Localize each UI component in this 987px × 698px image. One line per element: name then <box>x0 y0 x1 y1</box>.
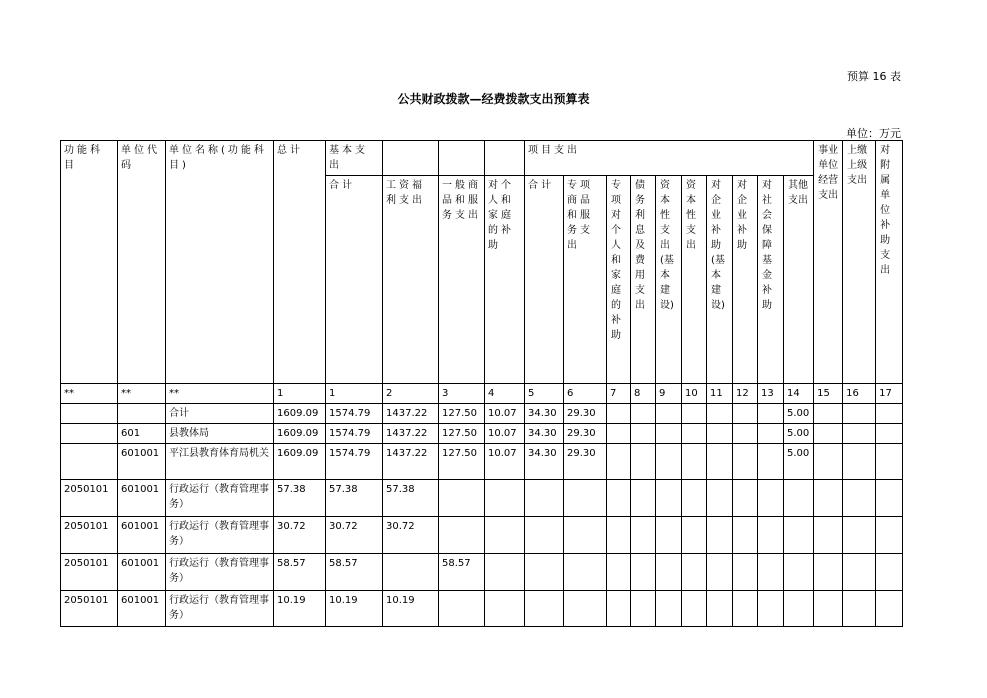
header-blank-cell <box>383 141 439 176</box>
table-cell: ** <box>61 384 118 404</box>
table-cell <box>707 444 733 480</box>
table-cell <box>733 480 758 517</box>
col-other: 其他支出 <box>784 176 814 384</box>
table-cell: 58.57 <box>439 554 485 591</box>
col-wages: 工资福利支出 <box>383 176 439 384</box>
col-goods: 一般商品和服务支出 <box>439 176 485 384</box>
table-cell <box>525 554 564 591</box>
col-project: 项目支出 <box>525 141 814 176</box>
table-cell: ** <box>166 384 274 404</box>
table-cell <box>682 424 707 444</box>
table-cell <box>656 424 682 444</box>
table-cell: 10.07 <box>485 444 525 480</box>
page-title: 公共财政拨款—经费拨款支出预算表 <box>397 92 590 106</box>
table-cell: 13 <box>758 384 784 404</box>
table-cell <box>656 591 682 627</box>
table-cell <box>707 424 733 444</box>
table-cell <box>758 444 784 480</box>
table-cell <box>733 554 758 591</box>
table-cell: 58.57 <box>274 554 326 591</box>
col-special-personal: 专项对个人和家庭的补助 <box>607 176 631 384</box>
col-basic: 基本支出 <box>326 141 383 176</box>
table-body <box>61 384 903 627</box>
table-cell <box>656 480 682 517</box>
table-cell: 10.19 <box>383 591 439 627</box>
col-remit: 上缴上级支出 <box>843 141 876 384</box>
table-cell: 1609.09 <box>274 404 326 424</box>
col-capital: 资本性支出 <box>682 176 707 384</box>
budget-table <box>60 140 903 627</box>
table-cell: 57.38 <box>383 480 439 517</box>
table-cell <box>525 591 564 627</box>
table-cell: 1609.09 <box>274 444 326 480</box>
table-cell <box>607 404 631 424</box>
table-cell: 2 <box>383 384 439 404</box>
table-cell <box>707 480 733 517</box>
table-cell <box>61 404 118 424</box>
table-cell: 县教体局 <box>166 424 274 444</box>
table-cell: 34.30 <box>525 404 564 424</box>
table-row <box>61 554 903 591</box>
table-cell: 6 <box>564 384 607 404</box>
table-cell <box>876 591 903 627</box>
table-cell: 1437.22 <box>383 444 439 480</box>
table-cell <box>707 517 733 554</box>
table-cell <box>439 480 485 517</box>
table-cell <box>843 591 876 627</box>
table-cell: 601001 <box>118 480 166 517</box>
col-special-goods: 专项商品和服务支出 <box>564 176 607 384</box>
table-cell <box>843 404 876 424</box>
table-cell: 2050101 <box>61 480 118 517</box>
table-cell: 5.00 <box>784 404 814 424</box>
table-cell: 行政运行（教育管理事务） <box>166 480 274 517</box>
table-cell <box>485 554 525 591</box>
table-cell <box>631 424 656 444</box>
unit-label: 单位：万元 <box>846 127 901 140</box>
table-cell <box>682 404 707 424</box>
table-cell <box>876 404 903 424</box>
table-cell <box>876 554 903 591</box>
table-cell <box>843 444 876 480</box>
table-cell: 1437.22 <box>383 424 439 444</box>
table-row <box>61 591 903 627</box>
table-cell: 4 <box>485 384 525 404</box>
table-row <box>61 480 903 517</box>
table-cell: 10.07 <box>485 404 525 424</box>
table-cell <box>843 517 876 554</box>
table-cell <box>682 591 707 627</box>
table-cell <box>784 554 814 591</box>
table-cell <box>564 480 607 517</box>
table-cell: 30.72 <box>326 517 383 554</box>
table-cell: 5.00 <box>784 424 814 444</box>
table-cell <box>876 444 903 480</box>
table-cell <box>564 517 607 554</box>
table-cell <box>525 517 564 554</box>
table-cell <box>707 591 733 627</box>
table-cell <box>784 517 814 554</box>
table-cell <box>733 424 758 444</box>
table-cell <box>843 424 876 444</box>
table-cell: 10.07 <box>485 424 525 444</box>
table-cell <box>564 554 607 591</box>
col-debt: 债务利息及费用支出 <box>631 176 656 384</box>
table-row <box>61 404 903 424</box>
table-cell <box>656 554 682 591</box>
table-cell: 9 <box>656 384 682 404</box>
table-cell <box>61 444 118 480</box>
col-affiliated: 对附属单位补助支出 <box>876 141 903 384</box>
table-cell: 1 <box>274 384 326 404</box>
table-cell <box>607 424 631 444</box>
table-cell: 601001 <box>118 554 166 591</box>
table-cell <box>631 554 656 591</box>
table-cell: 平江县教育体育局机关 <box>166 444 274 480</box>
table-cell <box>733 404 758 424</box>
table-cell <box>485 591 525 627</box>
col-personal: 对个人和家庭的补助 <box>485 176 525 384</box>
table-cell <box>607 444 631 480</box>
col-unit-code: 单位代码 <box>118 141 166 384</box>
col-total: 总计 <box>274 141 326 384</box>
table-cell: 5.00 <box>784 444 814 480</box>
table-cell: 34.30 <box>525 424 564 444</box>
table-cell: 8 <box>631 384 656 404</box>
table-cell: 10.19 <box>274 591 326 627</box>
table-row <box>61 517 903 554</box>
table-cell: ** <box>118 384 166 404</box>
table-cell: 601001 <box>118 591 166 627</box>
table-cell: 17 <box>876 384 903 404</box>
table-cell <box>814 517 843 554</box>
table-cell <box>758 424 784 444</box>
table-cell <box>439 591 485 627</box>
table-cell: 29.30 <box>564 424 607 444</box>
table-cell: 2050101 <box>61 554 118 591</box>
table-cell: 合计 <box>166 404 274 424</box>
table-cell: 1574.79 <box>326 444 383 480</box>
table-cell: 58.57 <box>326 554 383 591</box>
table-cell: 16 <box>843 384 876 404</box>
table-cell <box>843 480 876 517</box>
table-cell: 30.72 <box>383 517 439 554</box>
col-unit-name: 单位名称(功能科目) <box>166 141 274 384</box>
table-cell <box>707 554 733 591</box>
table-cell: 2050101 <box>61 517 118 554</box>
col-capital-basic: 资本性支出(基本建设) <box>656 176 682 384</box>
table-cell <box>439 517 485 554</box>
table-cell <box>843 554 876 591</box>
table-cell <box>607 517 631 554</box>
table-cell <box>758 554 784 591</box>
table-cell <box>656 404 682 424</box>
table-cell <box>733 444 758 480</box>
table-cell <box>631 480 656 517</box>
table-header <box>61 141 903 384</box>
table-cell <box>682 444 707 480</box>
table-cell <box>631 517 656 554</box>
table-cell: 行政运行（教育管理事务） <box>166 517 274 554</box>
table-cell <box>876 480 903 517</box>
table-cell <box>631 444 656 480</box>
table-cell <box>607 480 631 517</box>
table-cell: 30.72 <box>274 517 326 554</box>
table-cell <box>118 404 166 424</box>
table-cell <box>607 591 631 627</box>
table-cell: 1609.09 <box>274 424 326 444</box>
table-cell <box>814 554 843 591</box>
table-cell <box>758 591 784 627</box>
table-cell <box>707 404 733 424</box>
col-operating: 事业单位经营支出 <box>814 141 843 384</box>
table-cell <box>733 517 758 554</box>
table-cell: 601 <box>118 424 166 444</box>
table-cell: 行政运行（教育管理事务） <box>166 591 274 627</box>
col-enterprise-basic: 对企业补助(基本建设) <box>707 176 733 384</box>
table-cell: 601001 <box>118 517 166 554</box>
index-row <box>61 384 903 404</box>
table-cell: 1437.22 <box>383 404 439 424</box>
table-cell <box>656 517 682 554</box>
col-social-security: 对社会保障基金补助 <box>758 176 784 384</box>
table-cell <box>758 480 784 517</box>
table-cell: 5 <box>525 384 564 404</box>
table-cell: 2050101 <box>61 591 118 627</box>
form-tag: 预算 16 表 <box>847 70 901 83</box>
table-cell <box>485 480 525 517</box>
table-cell <box>61 424 118 444</box>
table-cell <box>525 480 564 517</box>
col-enterprise: 对企业补助 <box>733 176 758 384</box>
table-cell <box>682 480 707 517</box>
table-cell <box>784 591 814 627</box>
table-cell: 15 <box>814 384 843 404</box>
header-blank-cell <box>485 141 525 176</box>
table-cell <box>814 444 843 480</box>
table-cell: 1 <box>326 384 383 404</box>
table-cell: 29.30 <box>564 444 607 480</box>
table-cell <box>876 424 903 444</box>
table-cell <box>631 591 656 627</box>
table-cell <box>682 517 707 554</box>
table-cell: 127.50 <box>439 424 485 444</box>
table-cell: 29.30 <box>564 404 607 424</box>
table-row <box>61 424 903 444</box>
table-cell: 34.30 <box>525 444 564 480</box>
table-cell <box>784 480 814 517</box>
table-cell <box>682 554 707 591</box>
table-cell <box>758 404 784 424</box>
table-cell <box>876 517 903 554</box>
table-cell <box>733 591 758 627</box>
table-cell: 1574.79 <box>326 404 383 424</box>
table-cell: 11 <box>707 384 733 404</box>
table-cell <box>814 591 843 627</box>
table-cell: 127.50 <box>439 444 485 480</box>
table-cell <box>814 480 843 517</box>
table-cell: 3 <box>439 384 485 404</box>
table-cell <box>607 554 631 591</box>
table-cell <box>383 554 439 591</box>
table-cell <box>564 591 607 627</box>
table-cell: 10.19 <box>326 591 383 627</box>
table-cell <box>814 424 843 444</box>
table-cell: 12 <box>733 384 758 404</box>
table-cell <box>631 404 656 424</box>
table-cell <box>814 404 843 424</box>
table-cell: 601001 <box>118 444 166 480</box>
table-cell: 7 <box>607 384 631 404</box>
table-cell: 14 <box>784 384 814 404</box>
table-cell <box>758 517 784 554</box>
col-basic-total: 合计 <box>326 176 383 384</box>
col-func-code: 功能科目 <box>61 141 118 384</box>
col-project-total: 合计 <box>525 176 564 384</box>
header-blank-cell <box>439 141 485 176</box>
table-cell <box>656 444 682 480</box>
table-cell: 57.38 <box>274 480 326 517</box>
table-cell: 行政运行（教育管理事务） <box>166 554 274 591</box>
table-cell: 10 <box>682 384 707 404</box>
table-cell <box>485 517 525 554</box>
table-cell: 127.50 <box>439 404 485 424</box>
table-row <box>61 444 903 480</box>
table-cell: 1574.79 <box>326 424 383 444</box>
table-cell: 57.38 <box>326 480 383 517</box>
